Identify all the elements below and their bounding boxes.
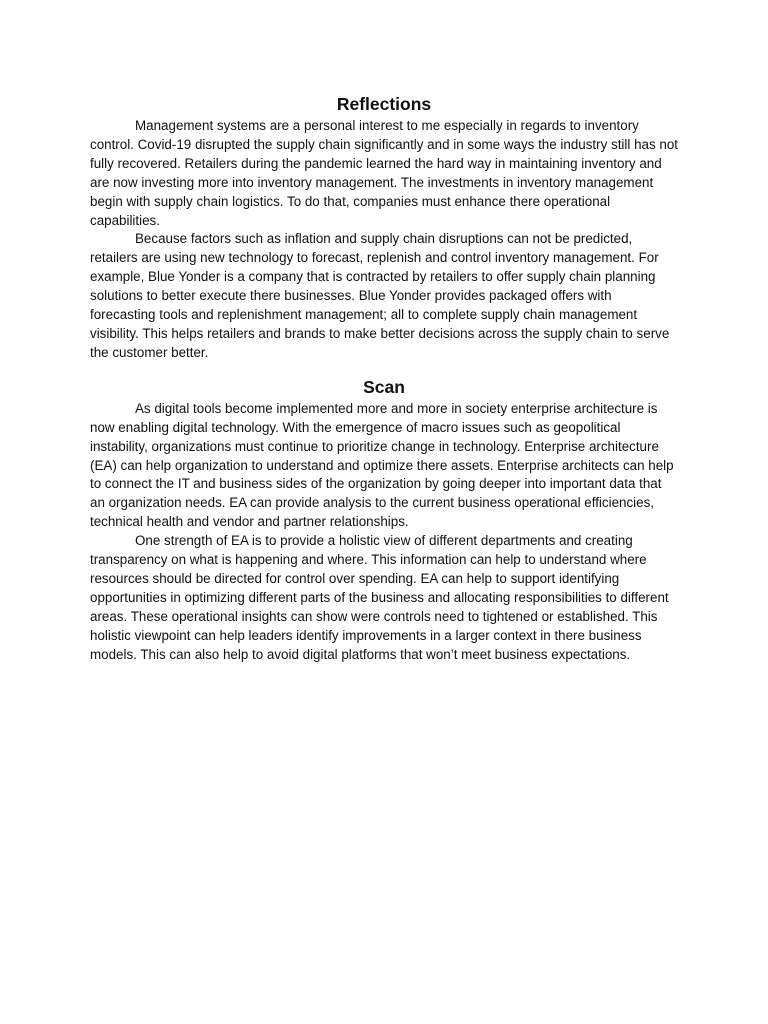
section-title-reflections: Reflections <box>336 94 432 114</box>
section-title-scan: Scan <box>363 376 405 397</box>
document-body <box>90 92 678 664</box>
scan-paragraph-2: One strength of EA is to provide a holistic view of different departments and creating transparency on what is happening and where. This information can help to understand where resources should be directed for control over spending. EA can help to support identifying opportunities in optimizing different parts of the business and allocating responsibilities to different areas. These operational insights can show were controls need to tightened or established. This holistic viewpoint can help leaders identify improvements in a larger context in there business models. This can also help to avoid digital platforms that won’t meet business expectations. <box>90 533 669 662</box>
reflections-paragraph-2: Because factors such as inflation and supply chain disruptions can not be predicted, retailers are using new technology to forecast, replenish and control inventory management. For example, Blue Yonder is a company that is contracted by retailers to offer supply chain planning solutions to better execute there businesses. Blue Yonder provides packaged offers with forecasting tools and replenishment management; all to complete supply chain management visibility. This helps retailers and brands to make better decisions across the supply chain to serve the customer better. <box>90 231 670 360</box>
scan-paragraph-1: As digital tools become implemented more and more in society enterprise architecture is now enabling digital technology. With the emergence of macro issues such as geopolitical instability, organizations must continue to prioritize change in technology. Enterprise architecture (EA) can help organization to understand and optimize there assets. Enterprise architects can help to connect the IT and business sides of the organization by going deeper into important data that an organization needs. EA can provide analysis to the current business operational efficiencies, technical health and vendor and partner relationships. <box>90 400 674 530</box>
reflections-paragraph-1: Management systems are a personal interest to me especially in regards to inventory control. Covid-19 disrupted the supply chain significantly and in some ways the industry still has not fully recovered. Retailers during the pandemic learned the hard way in maintaining inventory and are now investing more into inventory management. The investments in inventory management begin with supply chain logistics. To do that, companies must enhance there operational capabilities. <box>90 118 679 228</box>
